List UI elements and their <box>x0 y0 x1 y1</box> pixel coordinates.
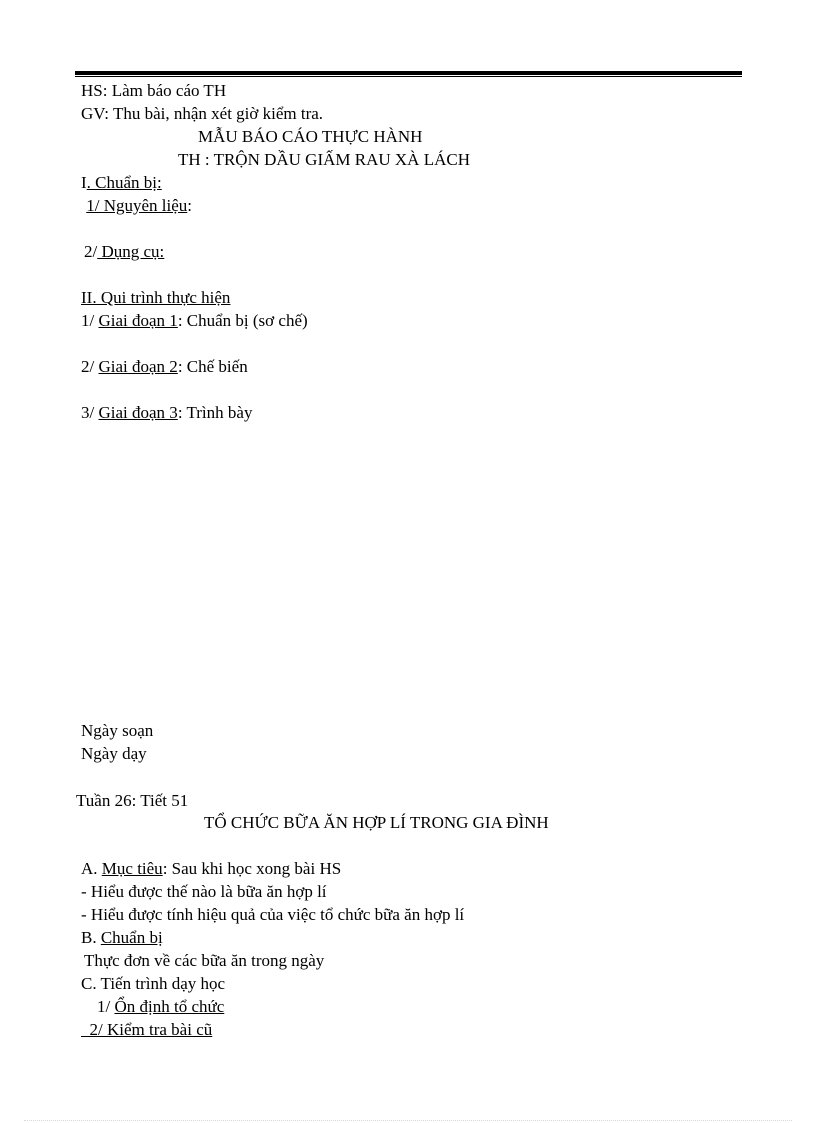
goal-1: - Hiểu được thế nào là bữa ăn hợp lí <box>81 882 327 901</box>
stage-3-label: Giai đoạn 3 <box>98 403 178 422</box>
gv-line: GV: Thu bài, nhận xét giờ kiểm tra. <box>81 104 324 123</box>
lesson-title: TỔ CHỨC BỮA ĂN HỢP LÍ TRONG GIA ĐÌNH <box>204 813 549 832</box>
section-c: C. Tiến trình dạy học <box>81 974 226 993</box>
section-a-prefix: A. <box>81 859 102 878</box>
page-bottom-border <box>24 1120 792 1121</box>
tools-heading <box>84 240 164 263</box>
report-subtitle: TH : TRỘN DẦU GIẤM RAU XÀ LÁCH <box>178 150 470 169</box>
prep-text: Thực đơn về các bữa ăn trong ngày <box>84 951 325 970</box>
stage-2-text: : Chế biến <box>177 357 248 376</box>
top-rule-thin <box>75 76 742 77</box>
step-1-label: Ổn định tổ chức <box>114 997 225 1016</box>
section-b-prefix: B. <box>81 928 101 947</box>
stage-1-prefix: 1/ <box>81 311 99 330</box>
step-2-label: 2/ Kiểm tra bài cũ <box>89 1020 213 1039</box>
stage-1-label: Giai đoạn 1 <box>98 311 178 330</box>
section-1-prefix: I <box>81 173 87 192</box>
stage-3-prefix: 3/ <box>81 403 99 422</box>
tools-prefix: 2/ <box>84 242 98 261</box>
section-a <box>81 857 341 880</box>
section-b-label: Chuẩn bị <box>100 928 163 947</box>
goal-2: - Hiểu được tính hiệu quả của việc tổ chức bữa ăn hợp lí <box>81 905 465 924</box>
stage-2-label: Giai đoạn 2 <box>98 357 178 376</box>
hs-line: HS: Làm báo cáo TH <box>81 81 227 100</box>
stage-3-text: : Trình bày <box>177 403 253 422</box>
step-1 <box>97 995 224 1018</box>
section-2-heading: II. Qui trình thực hiện <box>81 288 231 307</box>
materials-suffix: : <box>187 196 193 215</box>
report-title: MẪU BÁO CÁO THỰC HÀNH <box>198 127 423 146</box>
stage-2 <box>81 355 248 378</box>
materials-heading <box>82 194 192 217</box>
date-prep: Ngày soạn <box>81 721 154 740</box>
section-a-text: : Sau khi học xong bài HS <box>162 859 342 878</box>
stage-1-text: : Chuẩn bị (sơ chế) <box>177 311 308 330</box>
section-1-heading <box>81 171 162 194</box>
step-1-prefix: 1/ <box>97 997 115 1016</box>
section-b <box>81 926 163 949</box>
stage-2-prefix: 2/ <box>81 357 99 376</box>
section-1-label: . Chuẩn bị: <box>86 173 162 192</box>
section-a-label: Mục tiêu <box>101 859 163 878</box>
stage-1 <box>81 309 308 332</box>
stage-3 <box>81 401 252 424</box>
week-lesson: Tuần 26: Tiết 51 <box>76 791 189 810</box>
materials-label: 1/ Nguyên liệu <box>86 196 188 215</box>
tools-label: Dụng cụ: <box>97 242 165 261</box>
date-teach: Ngày dạy <box>81 744 147 763</box>
step-2 <box>81 1018 212 1041</box>
top-rule <box>75 71 742 75</box>
